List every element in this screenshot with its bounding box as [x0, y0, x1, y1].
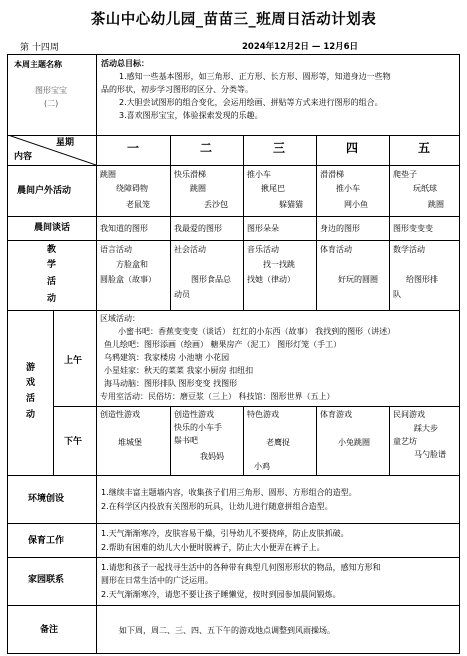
talk-label: 晨间谈话 [34, 223, 71, 233]
outdoor-item: 爬垫子 [393, 170, 417, 179]
day-header-fri: 五 [418, 141, 431, 155]
day-header-thu: 四 [346, 141, 359, 155]
teaching-item: 给图形排 [406, 275, 438, 284]
environment-line: 1.继续丰富主题墙内容，收集孩子们用三角形、圆形、方形组合的造型。 [101, 488, 357, 497]
area-line: 海马动脑：图形排队 图形变变 找图形 [104, 379, 238, 388]
note-label: 备注 [40, 625, 59, 635]
note-text: 如下周，周二、三、四、五下午的游戏地点调整到风雨操场。 [119, 626, 335, 635]
teaching-item: 好玩的圆圈 [338, 275, 378, 284]
game-label: 动 [26, 410, 36, 420]
page-title: 茶山中心幼儿园_苗苗三_班周日活动计划表 [90, 12, 377, 28]
talk-item: 我最爱的图形 [174, 224, 222, 233]
outdoor-item: 推小车 [336, 184, 360, 193]
pm-game: 童艺坊 [393, 437, 417, 446]
family-line: 2.天气渐渐寒冷，请您不要让孩子睡懒觉，按时到园参加晨间锻炼。 [101, 590, 341, 599]
content-label: 内容 [14, 152, 33, 162]
pm-game: 堆城堡 [118, 438, 142, 447]
goal-line: 品的形状，初步学习图形的区分、分类等。 [101, 85, 253, 94]
theme-name-sub: (二) [44, 99, 59, 108]
pm-game: 体育游戏 [320, 410, 352, 419]
care-line: 2.帮助有困难的幼儿大小便时脱裤子，防止大小便弄在裤子上。 [101, 543, 325, 552]
family-label: 家园联系 [28, 575, 65, 585]
outdoor-item: 跳圈 [190, 184, 206, 193]
talk-item: 图形朵朵 [247, 224, 279, 233]
pm-game: 老鹰捉 [266, 438, 290, 447]
talk-item: 身边的图形 [320, 224, 360, 233]
pm-game: 快乐的小车手 [174, 423, 222, 432]
outdoor-item: 跳圈 [100, 170, 116, 179]
family-line: 圆形在日常生活中的广泛运用。 [101, 576, 213, 585]
teaching-item: 找她（律动） [247, 275, 295, 284]
outdoor-item: 玩纸球 [413, 184, 437, 193]
teaching-item: 方脸盒和 [116, 260, 148, 269]
pm-game: 我妈妈 [200, 452, 224, 461]
theme-name: 图形宝宝 [35, 86, 67, 95]
teaching-item: 数学活动 [393, 245, 425, 254]
pm-game: 马勺脸谱 [414, 450, 446, 459]
game-label: 游 [26, 363, 36, 373]
game-label: 戏 [26, 378, 36, 388]
week-number: 第 十四周 [20, 43, 59, 53]
outdoor-item: 躲猫猫 [279, 200, 303, 209]
teaching-item: 图形食品总 [191, 275, 231, 284]
talk-item: 我知道的图形 [100, 224, 148, 233]
game-am-label: 上午 [64, 356, 83, 366]
outdoor-item: 跳圈 [428, 200, 444, 209]
outdoor-item: 老鼠笼 [126, 200, 150, 209]
teaching-label: 学 [47, 260, 57, 270]
teaching-label: 教 [47, 245, 57, 255]
pm-game: 创造性游戏 [174, 410, 214, 419]
pm-game: 小鸡 [254, 462, 270, 471]
pm-game: 踩大步 [414, 424, 438, 433]
family-line: 1.请您和孩子一起找寻生活中的各种带有典型几何图形形状的物品，感知方形和 [101, 563, 381, 572]
teaching-item: 社会活动 [174, 245, 206, 254]
environment-line: 2.在科学区内投放有关图形的玩具，让幼儿进行随意拼组合造型。 [101, 502, 333, 511]
talk-item: 图形变变变 [393, 224, 433, 233]
outdoor-item: 绕障碍物 [116, 184, 148, 193]
day-header-mon: 一 [127, 141, 140, 155]
area-line: 乌鸦建筑：我家楼房 小池塘 小花园 [104, 353, 230, 362]
day-header-tue: 二 [200, 141, 213, 155]
environment-label: 环境创设 [28, 494, 65, 504]
pm-game: 小兔跳圈 [338, 438, 370, 447]
teaching-item: 音乐活动 [247, 245, 279, 254]
teaching-item: 队 [393, 290, 401, 299]
pm-game: 特色游戏 [247, 410, 279, 419]
day-header-wed: 三 [273, 141, 286, 155]
teaching-label: 动 [47, 294, 57, 304]
outdoor-item: 推小车 [247, 170, 271, 179]
areas-title: 区域活动： [100, 314, 140, 323]
teaching-item: 动员 [174, 290, 190, 299]
teaching-item: 找一找跳 [263, 260, 295, 269]
goal-line: 3.喜欢图形宝宝，体验探索发现的乐趣。 [119, 111, 263, 120]
pm-game: 创造性游戏 [100, 410, 140, 419]
outdoor-item: 滑滑梯 [320, 170, 344, 179]
weekday-label: 星期 [56, 138, 75, 148]
pm-game: 鬃书吧 [174, 436, 198, 445]
teaching-label: 活 [47, 277, 57, 287]
area-line: 专用室活动：民俗坊：磨豆浆（三上） 科技馆：图形世界（五上） [100, 392, 335, 401]
date-range: 2024年12月2日 — 12月6日 [242, 42, 359, 52]
goal-line: 2.大胆尝试图形的组合变化，会运用绘画、拼贴等方式来进行图形的组合。 [119, 98, 383, 107]
outdoor-item: 丢沙包 [204, 200, 228, 209]
outdoor-item: 网小鱼 [344, 200, 368, 209]
care-line: 1.天气渐渐寒冷，皮肤容易干燥，引导幼儿不要挠痒，防止皮肤抓破。 [101, 529, 349, 538]
game-pm-label: 下午 [64, 437, 83, 447]
outdoor-item: 揪尾巴 [261, 184, 285, 193]
game-label: 活 [26, 394, 36, 404]
goals-title: 活动总目标： [101, 59, 149, 68]
theme-label: 本周主题名称 [14, 60, 62, 69]
care-label: 保育工作 [28, 536, 65, 546]
area-line: 鱼儿绘吧：图形添画（绘画） 糖果房产（泥工） 图形灯笼（手工） [104, 340, 342, 349]
outdoor-item: 快乐滑梯 [174, 170, 206, 179]
teaching-item: 语言活动 [100, 245, 132, 254]
plan-table [7, 54, 460, 654]
area-line: 小蜜书吧：香蕉变变变（谈话） 红红的小东西（故事） 我找到的图形（讲述） [118, 327, 396, 336]
teaching-item: 体育活动 [320, 245, 352, 254]
goal-line: 1.感知一些基本图形，如三角形、正方形、长方形、圆形等，知道身边一些物 [119, 72, 391, 81]
area-line: 小星娃家：秋天的菜菜 我家小厨房 扣纽扣 [104, 366, 254, 375]
outdoor-label: 晨间户外活动 [17, 186, 72, 196]
teaching-item: 圆脸盒（故事） [100, 275, 156, 284]
pm-game: 民间游戏 [393, 410, 425, 419]
